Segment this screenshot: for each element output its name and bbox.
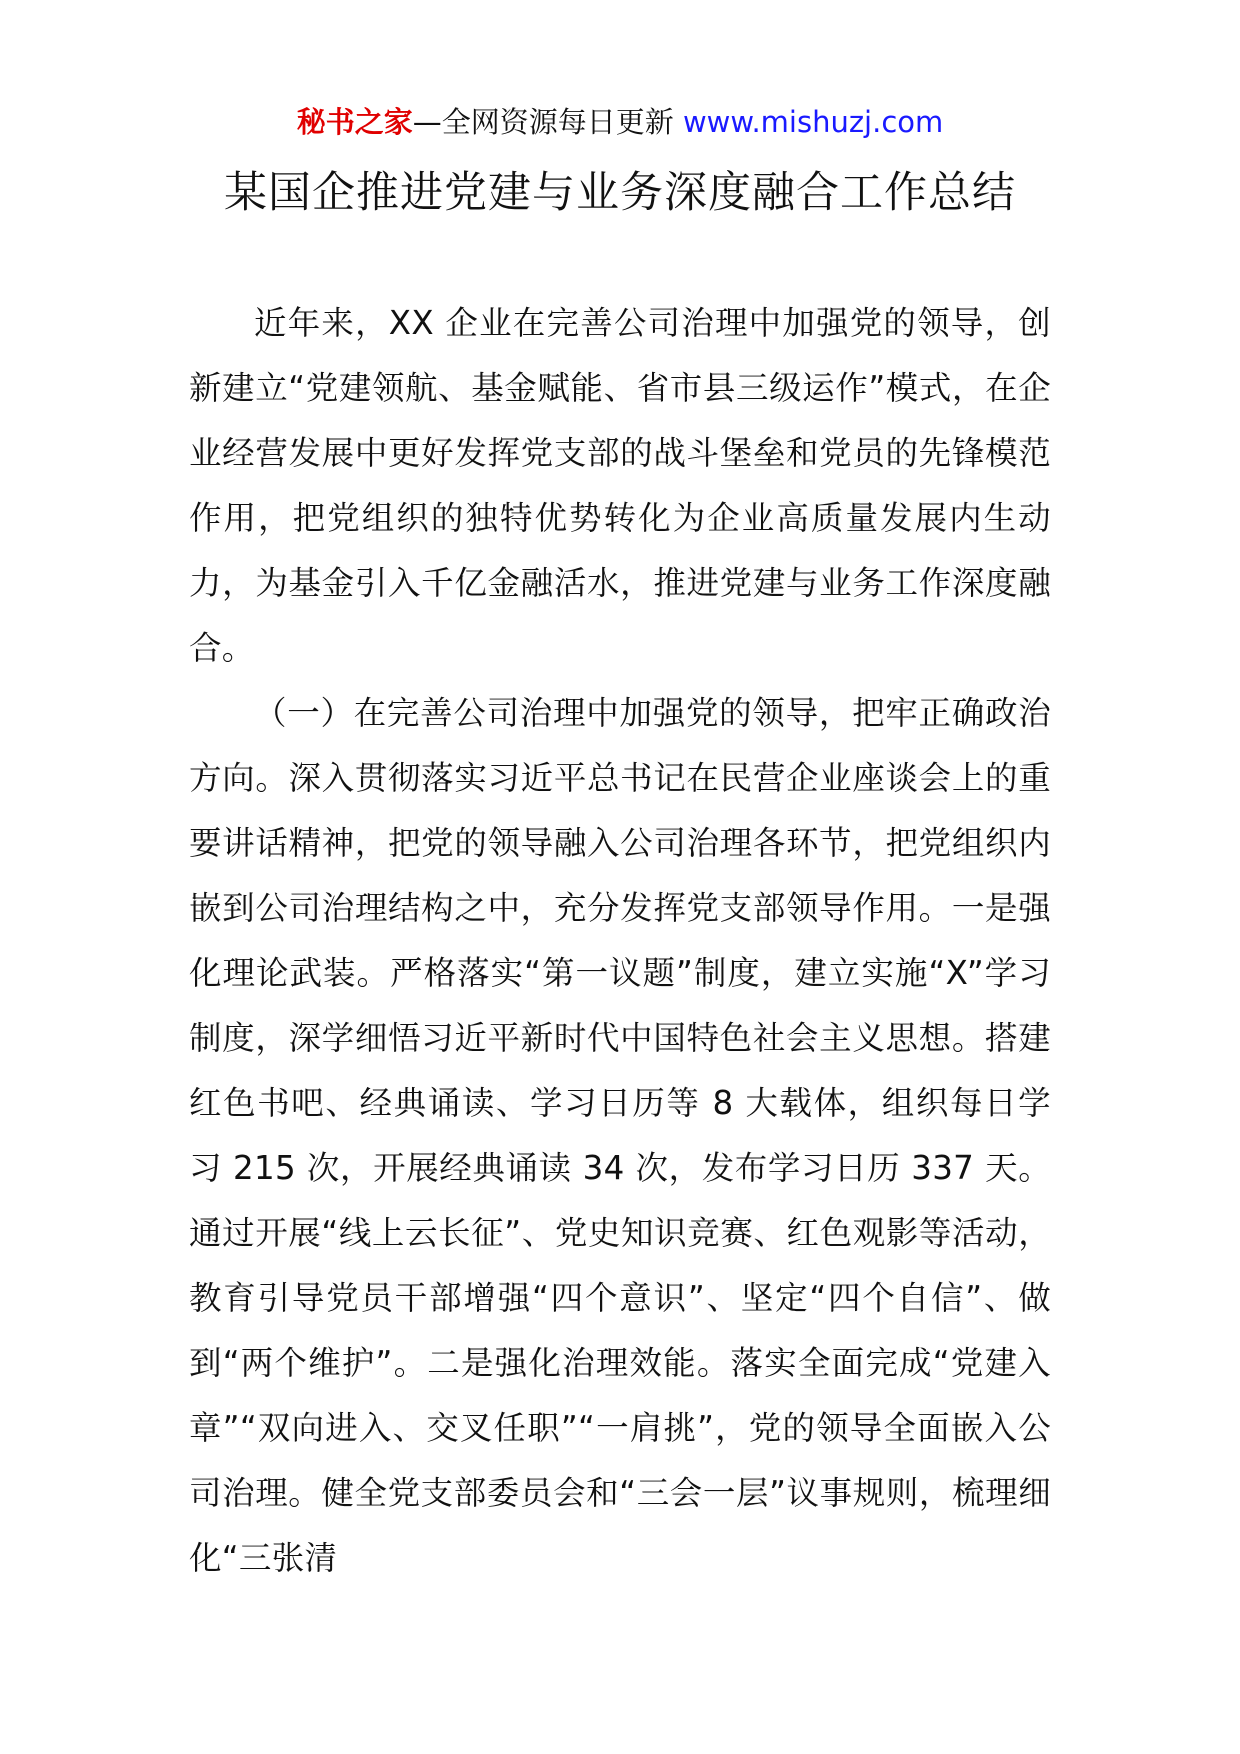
document-body [189, 291, 1051, 1591]
paragraph-section-1: （一）在完善公司治理中加强党的领导，把牢正确政治方向。深入贯彻落实习近平总书记在民营企业座谈会上的重要讲话精神，把党的领导融入公司治理各环节，把党组织内嵌到公司治理结构之中，充分发挥党支部领导作用。一是强化理论武装。严格落实“第一议题”制度，建立实施“X”学习制度，深学细悟习近平新时代中国特色社会主义思想。搭建红色书吧、经典诵读、学习日历等 8 大载体，组织每日学习 215 次，开展经典诵读 34 次，发布学习日历 337 天。通过开展“线上云长征”、党史知识竞赛、红色观影等活动，教育引导党员干部增强“四个意识”、坚定“四个自信”、做到“两个维护”。二是强化治理效能。落实全面完成“党建入章”“双向进入、交叉任职”“一肩挑”，党的领导全面嵌入公司治理。健全党支部委员会和“三会一层”议事规则，梳理细化“三张清 [189, 694, 1051, 1577]
site-url-link[interactable]: www.mishuzj.com [682, 105, 944, 139]
document-title: 某国企推进党建与业务深度融合工作总结 [224, 168, 1016, 218]
brand-name: 秘书之家 [296, 105, 413, 139]
site-header [0, 102, 1240, 142]
paragraph-intro: 近年来，XX 企业在完善公司治理中加强党的领导，创新建立“党建领航、基金赋能、省市县三级运作”模式，在企业经营发展中更好发挥党支部的战斗堡垒和党员的先锋模范作用，把党组织的独特优势转化为企业高质量发展内生动力，为基金引入千亿金融活水，推进党建与业务工作深度融合。 [189, 304, 1051, 667]
header-tagline: —全网资源每日更新 [412, 105, 683, 139]
